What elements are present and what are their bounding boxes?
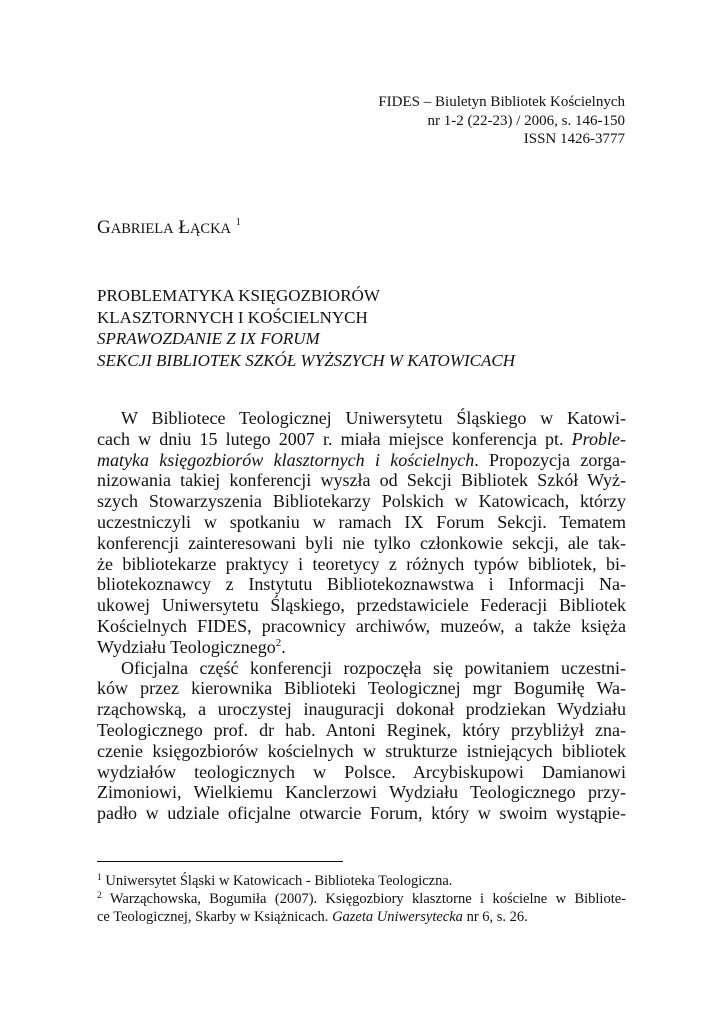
body-line: Teologicznego prof. dr hab. Antoni Reginek, który przybliżył zna- <box>97 719 626 740</box>
footnotes <box>97 872 626 926</box>
footnote-2-continued: ce Teologicznej, Skarby w Książnicach. Gazeta Uniwersytecka nr 6, s. 26. <box>97 909 528 925</box>
body-line: ków przez kierownika Biblioteki Teologicznej mgr Bogumiłę Wa- <box>97 678 626 699</box>
subtitle-line-1: SPRAWOZDANIE Z IX FORUM <box>97 329 320 348</box>
body-line: że bibliotekarze praktycy i teoretycy z różnych typów bibliotek, bi- <box>97 553 626 574</box>
body-line: Oficjalna część konferencji rozpoczęła się powitaniem uczestni- <box>121 657 626 678</box>
footnote-separator <box>97 861 343 862</box>
body-line: W Bibliotece Teologicznej Uniwersytetu Śląskiego w Katowi- <box>121 408 626 428</box>
footnote-ref: 2 <box>275 636 282 649</box>
body-line: bliotekoznawcy z Instytutu Bibliotekoznawstwa i Informacji Na- <box>97 574 626 595</box>
body-line: uczestniczyli w spotkaniu w ramach IX Forum Sekcji. Tematem <box>97 511 626 532</box>
footnote-2: $^2$ Warząchowska, Bogumiła (2007). Księgozbiory klasztorne i kościelne w Bibliote- <box>97 891 626 907</box>
body-line: padło w udziale oficjalne otwarcie Forum, który w swoim wystąpie- <box>97 803 626 824</box>
body-line: rząchowską, a uroczystej inauguracji dokonał prodziekan Wydziału <box>97 699 626 720</box>
body-line: Wydziału Teologicznego$^2$. <box>97 636 286 657</box>
body-line: ukowej Uniwersytetu Śląskiego, przedstawiciele Federacji Bibliotek <box>97 595 626 616</box>
body-line: czenie księgozbiorów kościelnych w strukturze istniejących bibliotek <box>97 740 626 761</box>
author-first-rest: ABRIELA <box>110 221 174 237</box>
journal-header <box>378 93 625 149</box>
body-line: Zimoniowi, Wielkiemu Kanclerzowi Wydziału Teologicznego przy- <box>97 782 626 803</box>
journal-issue: nr 1-2 (22-23) / 2006, s. 146-150 <box>427 112 625 129</box>
body-line: Kościelnych FIDES, pracownicy archiwów, muzeów, a także księża <box>97 615 626 636</box>
title-line-2: KLASZTORNYCH I KOŚCIELNYCH <box>97 307 368 327</box>
body-line: cach w dniu 15 lutego 2007 r. miała miejsce konferencja pt. Proble- <box>97 428 626 449</box>
title-line-1: PROBLEMATYKA KSIĘGOZBIORÓW <box>97 286 380 305</box>
author-name <box>97 217 241 239</box>
author-last-rest: ĄCKA <box>189 221 232 237</box>
body-line: wydziałów teologicznych w Polsce. Arcybiskupowi Damianowi <box>97 761 626 782</box>
article-title <box>97 285 637 371</box>
author-first-initial: G <box>97 217 111 238</box>
author-last-initial: Ł <box>178 217 190 238</box>
body-text <box>97 408 626 824</box>
footnote-1: $^1$ Uniwersytet Śląski w Katowicach - Biblioteka Teologiczna. <box>97 873 453 889</box>
body-line: nizowania takiej konferencji wyszła od Sekcji Bibliotek Szkół Wyż- <box>97 470 626 491</box>
body-line: szych Stowarzyszenia Bibliotekarzy Polskich w Katowicach, którzy <box>97 491 626 512</box>
journal-issn: ISSN 1426-3777 <box>523 131 625 147</box>
body-line: konferencji zainteresowani byli nie tylko członkowie sekcji, ale tak- <box>97 532 626 553</box>
body-line: matyka księgozbiorów klasztornych i kościelnych. Propozycja zorga- <box>97 449 627 470</box>
journal-title: FIDES – Biuletyn Bibliotek Kościelnych <box>378 94 625 110</box>
author-footnote-ref: 1 <box>235 217 241 228</box>
subtitle-line-2: SEKCJI BIBLIOTEK SZKÓŁ WYŻSZYCH W KATOWICACH <box>97 350 515 370</box>
